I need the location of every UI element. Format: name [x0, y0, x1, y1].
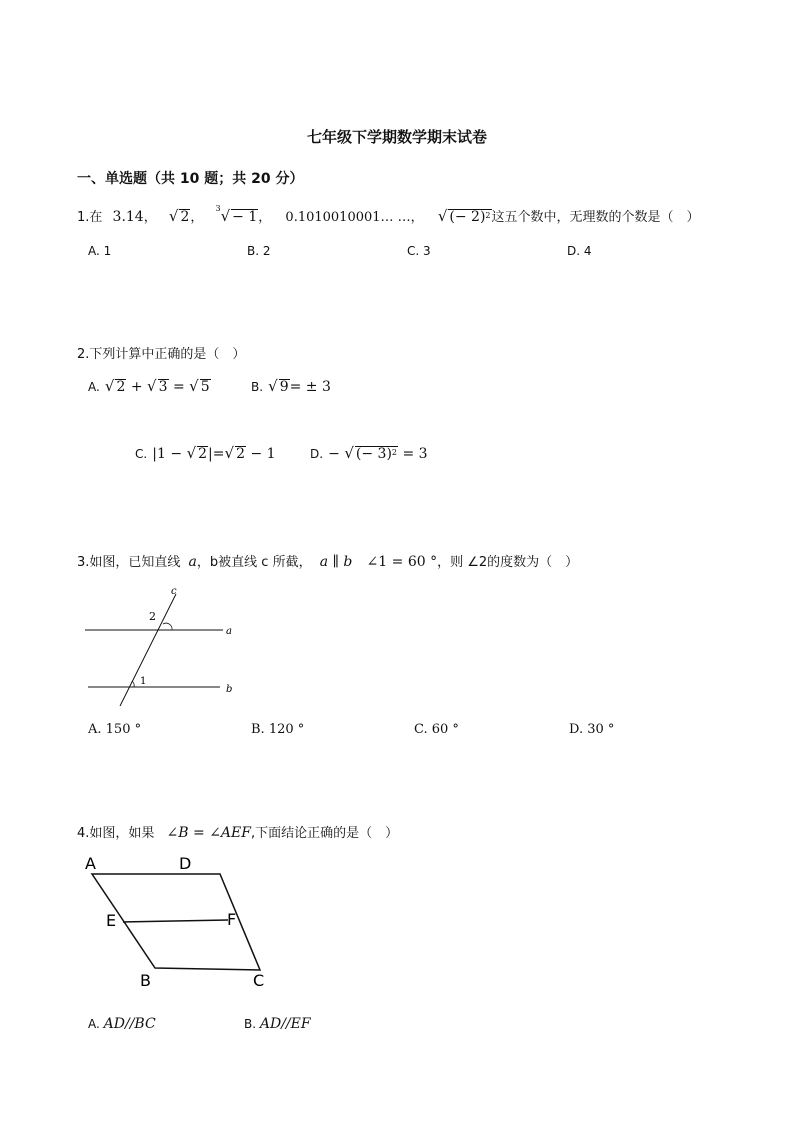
q1-sep: ，	[258, 210, 272, 225]
q2-option-b-letter: B.	[251, 380, 264, 394]
q2-d-rhs: = 3	[402, 446, 428, 462]
q2-option-a-letter: A.	[88, 380, 100, 394]
q1-option-d[interactable]: D. 4	[567, 244, 592, 258]
q1-option-c[interactable]: C. 3	[407, 244, 431, 258]
q1-number-314: 3.14	[112, 209, 144, 225]
q3-label-1: 1	[140, 676, 147, 687]
q1-sqrt-neg2-sq: √ (− 2)$^2$	[437, 207, 491, 225]
q4-option-a[interactable]	[88, 1013, 156, 1032]
q2-option-d-letter: D.	[310, 447, 324, 461]
q3-label-a: a	[226, 626, 232, 637]
q3-angle2-arc	[163, 623, 172, 630]
q4-option-a-expr: AD//BC	[103, 1016, 156, 1032]
q3-mid: ，b被直线 c 所截，	[196, 555, 312, 570]
q3-suffix: ，则 ∠2的度数为（ ）	[437, 555, 579, 570]
q3-option-a[interactable]: A. 150 °	[88, 722, 142, 737]
q2-option-c-letter: C.	[135, 447, 148, 461]
q4-option-b-letter: B.	[244, 1017, 260, 1031]
q3-figure	[80, 582, 250, 712]
q1-sqrt2: √ 2	[168, 207, 190, 225]
question-4-stem	[77, 822, 398, 841]
q4-segment-ef	[123, 920, 228, 922]
q3-label-2: 2	[149, 610, 156, 623]
q4-label-a: A	[85, 854, 96, 873]
q3-label-b: b	[226, 684, 233, 695]
question-2-stem: 2.下列计算中正确的是（ ）	[77, 347, 246, 362]
q2-a-rhs: 5	[200, 379, 210, 395]
q4-label-f: F	[227, 910, 237, 929]
q1-sep: ，	[410, 210, 424, 225]
q4-label-b: B	[140, 971, 151, 990]
section-heading: 一、单选题（共 10 题；共 20 分）	[77, 171, 304, 187]
q1-sep: ，	[143, 210, 157, 225]
q3-label-c: c	[171, 586, 177, 597]
q4-option-a-letter: A.	[88, 1017, 104, 1031]
q4-label-e: E	[106, 911, 117, 930]
q2-option-b[interactable]: B. √ 9= ± 3	[251, 377, 331, 395]
question-3-stem	[77, 551, 578, 570]
q4-suffix: ,下面结论正确的是（ ）	[250, 826, 399, 841]
q4-figure	[80, 850, 280, 992]
q4-condition: ∠B = ∠AEF	[166, 825, 251, 841]
q1-prefix: 1.在	[77, 210, 103, 225]
q3-parallel: a ∥ b	[319, 554, 353, 570]
q1-cbrt-neg1: $^3$√ − 1	[215, 204, 258, 225]
question-1-stem	[77, 206, 700, 225]
q2-c-rhs: − 1	[250, 446, 276, 462]
q2-option-a[interactable]: A. √ 2 + √ 3 = √ 5	[88, 377, 210, 395]
q3-line-c-drawing	[120, 594, 176, 706]
q2-option-d[interactable]: D. − √ (− 3)$^2$ = 3	[310, 444, 428, 462]
q1-decimal: 0.1010010001… …	[285, 210, 411, 225]
q3-option-d[interactable]: D. 30 °	[569, 722, 615, 737]
q1-option-b[interactable]: B. 2	[247, 244, 271, 258]
q2-option-c[interactable]: C. |1 − √ 2|=√ 2 − 1	[135, 444, 276, 462]
q4-label-c: C	[253, 971, 265, 990]
q2-b-rhs: = ± 3	[289, 379, 331, 395]
q1-sep: ，	[190, 210, 204, 225]
q1-option-a[interactable]: A. 1	[88, 244, 112, 258]
q3-angle1: ∠1 = 60 °	[366, 554, 438, 570]
q4-prefix: 4.如图，如果	[77, 826, 155, 841]
q3-prefix: 3.如图，已知直线	[77, 555, 181, 570]
q3-line-a: a	[188, 554, 197, 570]
q1-suffix: 这五个数中，无理数的个数是（ ）	[491, 210, 700, 225]
q4-option-b[interactable]	[244, 1013, 311, 1032]
q4-label-d: D	[179, 854, 192, 873]
q4-option-b-expr: AD//EF	[259, 1016, 311, 1032]
q3-option-b[interactable]: B. 120 °	[251, 722, 305, 737]
q3-option-c[interactable]: C. 60 °	[414, 722, 459, 737]
page-title: 七年级下学期数学期末试卷	[306, 128, 487, 146]
